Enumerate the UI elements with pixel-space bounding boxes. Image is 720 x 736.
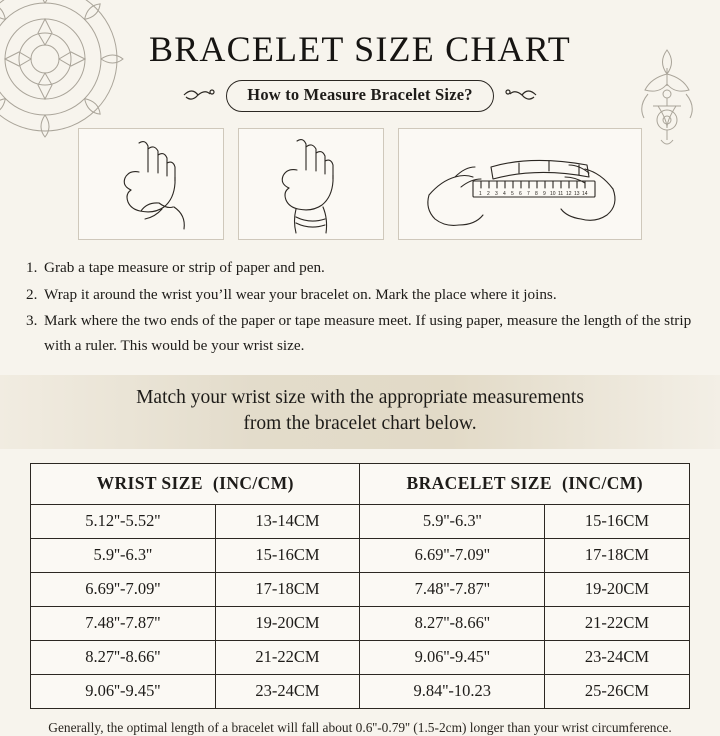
cell-bracelet-cm: 25-26CM — [545, 675, 690, 709]
flourish-right-icon — [504, 86, 538, 107]
step-item — [26, 309, 694, 358]
cell-bracelet-cm: 15-16CM — [545, 505, 690, 539]
svg-text:8: 8 — [535, 191, 538, 197]
table-row — [31, 573, 690, 607]
cell-bracelet-cm: 23-24CM — [545, 641, 690, 675]
match-banner-line-2: from the bracelet chart below. — [243, 412, 477, 434]
measure-steps — [26, 256, 694, 359]
step-text: Mark where the two ends of the paper or tape measure meet. If using paper, measure the length of the strip with a ruler. This would be your wrist size. — [44, 312, 692, 354]
svg-text:13: 13 — [574, 191, 580, 197]
table-row — [31, 505, 690, 539]
svg-text:1: 1 — [479, 191, 482, 197]
flourish-left-icon — [182, 86, 216, 107]
table-header-row — [31, 464, 690, 505]
svg-text:6: 6 — [519, 191, 522, 197]
cell-wrist-cm: 15-16CM — [215, 539, 360, 573]
bracelet-size-header — [360, 464, 690, 505]
cell-wrist-inch: 6.69''-7.09'' — [31, 573, 216, 607]
cell-wrist-cm: 19-20CM — [215, 607, 360, 641]
wrist-size-header-unit: (INC/CM) — [212, 473, 294, 494]
cell-wrist-inch: 5.12''-5.52'' — [31, 505, 216, 539]
cell-wrist-cm: 23-24CM — [215, 675, 360, 709]
step-text: Grab a tape measure or strip of paper and pen. — [44, 259, 325, 276]
illustration-hand-with-tape-measure — [78, 128, 224, 240]
step-text: Wrap it around the wrist you’ll wear your bracelet on. Mark the place where it joins. — [44, 285, 557, 303]
match-banner-line-1: Match your wrist size with the appropriate measurements — [136, 386, 584, 408]
cell-wrist-inch: 9.06''-9.45'' — [31, 675, 216, 709]
cell-bracelet-inch: 9.06''-9.45'' — [360, 641, 545, 675]
illustration-hands-measuring-with-ruler — [398, 128, 642, 240]
step-number: 2. — [26, 285, 38, 303]
match-banner — [0, 375, 720, 450]
size-chart-table — [30, 463, 690, 709]
table-row — [31, 539, 690, 573]
step-item — [26, 256, 694, 281]
page-title: BRACELET SIZE CHART — [149, 29, 571, 69]
step-item — [26, 283, 694, 308]
wrist-size-header — [31, 464, 360, 505]
svg-text:11: 11 — [558, 191, 564, 197]
wrist-size-header-label: WRIST SIZE — [96, 473, 203, 494]
table-row — [31, 675, 690, 709]
table-row — [31, 641, 690, 675]
svg-text:10: 10 — [550, 191, 556, 197]
svg-text:3: 3 — [495, 191, 498, 197]
svg-text:2: 2 — [487, 191, 490, 197]
cell-bracelet-inch: 8.27''-8.66'' — [360, 607, 545, 641]
cell-wrist-cm: 13-14CM — [215, 505, 360, 539]
bracelet-size-header-label: BRACELET SIZE — [406, 473, 552, 494]
table-row — [31, 607, 690, 641]
subtitle-row — [0, 80, 720, 112]
step-number: 1. — [26, 259, 38, 276]
illustration-hand-wrapping-wrist — [238, 128, 384, 240]
step-number: 3. — [26, 312, 38, 330]
cell-bracelet-cm: 19-20CM — [545, 573, 690, 607]
cell-wrist-inch: 5.9''-6.3'' — [31, 539, 216, 573]
cell-bracelet-inch: 7.48''-7.87'' — [360, 573, 545, 607]
subtitle-pill: How to Measure Bracelet Size? — [226, 80, 493, 112]
svg-text:5: 5 — [511, 191, 514, 197]
bracelet-size-header-unit: (INC/CM) — [561, 473, 643, 494]
cell-wrist-cm: 21-22CM — [215, 641, 360, 675]
svg-text:12: 12 — [566, 191, 572, 197]
cell-bracelet-cm: 17-18CM — [545, 539, 690, 573]
cell-bracelet-inch: 5.9''-6.3'' — [360, 505, 545, 539]
cell-bracelet-cm: 21-22CM — [545, 607, 690, 641]
svg-text:4: 4 — [503, 191, 506, 197]
cell-wrist-inch: 7.48''-7.87'' — [31, 607, 216, 641]
illustration-row — [0, 128, 720, 240]
cell-wrist-cm: 17-18CM — [215, 573, 360, 607]
svg-text:14: 14 — [582, 191, 588, 197]
cell-bracelet-inch: 9.84''-10.23 — [360, 675, 545, 709]
cell-wrist-inch: 8.27''-8.66'' — [31, 641, 216, 675]
svg-text:9: 9 — [543, 191, 546, 197]
cell-bracelet-inch: 6.69''-7.09'' — [360, 539, 545, 573]
footnote: Generally, the optimal length of a bracelet will fall about 0.6''-0.79'' (1.5-2cm) longer than your wrist circumference. — [48, 720, 672, 736]
svg-text:7: 7 — [527, 191, 530, 197]
